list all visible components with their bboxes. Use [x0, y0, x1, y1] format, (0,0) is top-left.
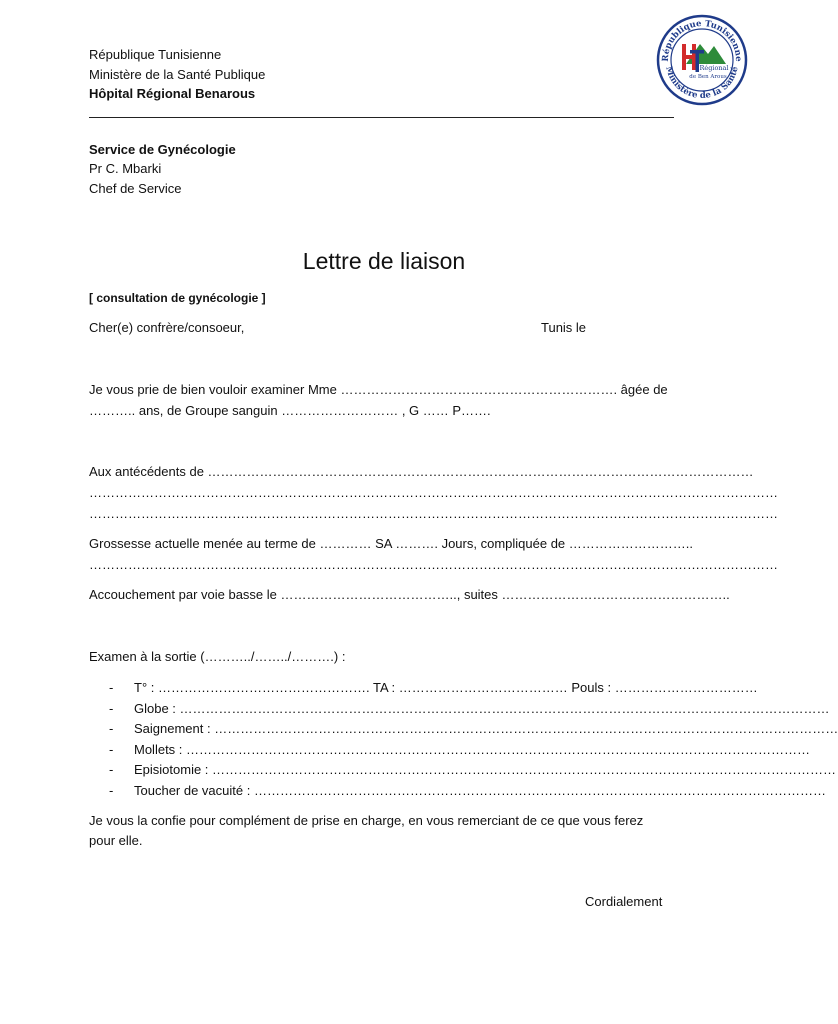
exam-items-list — [89, 678, 838, 801]
list-bullet: - — [109, 782, 114, 798]
logo-t-stem — [696, 50, 700, 72]
list-bullet: - — [109, 721, 114, 736]
list-item-text: Mollets : ……………………………………………………………………………………………………………………………… — [134, 741, 811, 757]
list-bullet: - — [109, 700, 114, 716]
list-item — [89, 781, 826, 802]
list-item-text: T° : …………………………………………. TA : ………………………………… Pouls : …………………………… — [134, 680, 758, 695]
list-item-text: Globe : …………………………………………………………………………………………………………………………………… — [134, 700, 830, 716]
closing-line-2: pour elle. — [89, 833, 143, 848]
list-bullet: - — [109, 762, 114, 777]
hospital-logo-icon — [656, 14, 748, 106]
list-item — [89, 678, 758, 699]
header-divider — [89, 117, 674, 118]
list-item — [89, 699, 830, 720]
examen-line: Examen à la sortie (………../……../……….) : — [89, 649, 346, 664]
header-hospital: Hôpital Régional Benarous — [89, 86, 256, 101]
antecedents-line-2: …………………………………………………………………………………………………………………………………………… — [89, 485, 778, 500]
antecedents-line-3: …………………………………………………………………………………………………………………………………………… — [89, 506, 778, 521]
logo-ring-bottom: Ministère de la Santé — [663, 65, 741, 102]
letter-title: Lettre de liaison — [302, 248, 466, 274]
examine-line-1: Je vous prie de bien vouloir examiner Mme ………………………………………………………. âgée de — [89, 382, 668, 397]
closing-line-1: Je vous la confie pour complément de prise en charge, en vous remerciant de ce que vous ferez — [89, 813, 644, 828]
list-item — [89, 760, 837, 781]
logo-inner-sub: de Ben Arous — [689, 74, 727, 80]
logo-inner-label: Régional — [699, 64, 729, 72]
logo-h-bar — [682, 55, 696, 59]
signoff: Cordialement — [585, 894, 663, 909]
service-role: Chef de Service — [89, 181, 182, 196]
list-bullet: - — [109, 741, 114, 757]
service-doctor: Pr C. Mbarki — [89, 161, 162, 176]
salutation: Cher(e) confrère/consoeur, — [89, 320, 245, 335]
list-bullet: - — [109, 680, 114, 695]
list-item — [89, 740, 811, 761]
list-item-text: Episiotomie : ……………………………………………………………………………………………………………………………… — [134, 762, 837, 777]
examine-line-2: ……….. ans, de Groupe sanguin ……………………… , G …… P……. — [89, 403, 491, 418]
service-name: Service de Gynécologie — [89, 142, 236, 157]
list-item — [89, 719, 838, 740]
accouchement-line: Accouchement par voie basse le ………………………………….., suites …………………………………………….. — [89, 587, 730, 602]
place-date: Tunis le — [541, 320, 587, 335]
list-item-text: Saignement : ……………………………………………………………………………………………………………………………… — [134, 721, 838, 736]
header-ministry: Ministère de la Santé Publique — [89, 67, 266, 82]
grossesse-line-2: …………………………………………………………………………………………………………………………………………… — [89, 557, 778, 572]
grossesse-line-1: Grossesse actuelle menée au terme de ………… SA ………. Jours, compliquée de ……………………….. — [89, 536, 693, 551]
header-country: République Tunisienne — [89, 47, 222, 62]
logo-ring-top: République Tunisienne — [660, 18, 744, 62]
letter-subtitle: [ consultation de gynécologie ] — [89, 291, 266, 305]
list-item-text: Toucher de vacuité : …………………………………………………………………………………………………………………… — [134, 782, 826, 798]
antecedents-line-1: Aux antécédents de ……………………………………………………………………………………………………………… — [89, 464, 754, 479]
